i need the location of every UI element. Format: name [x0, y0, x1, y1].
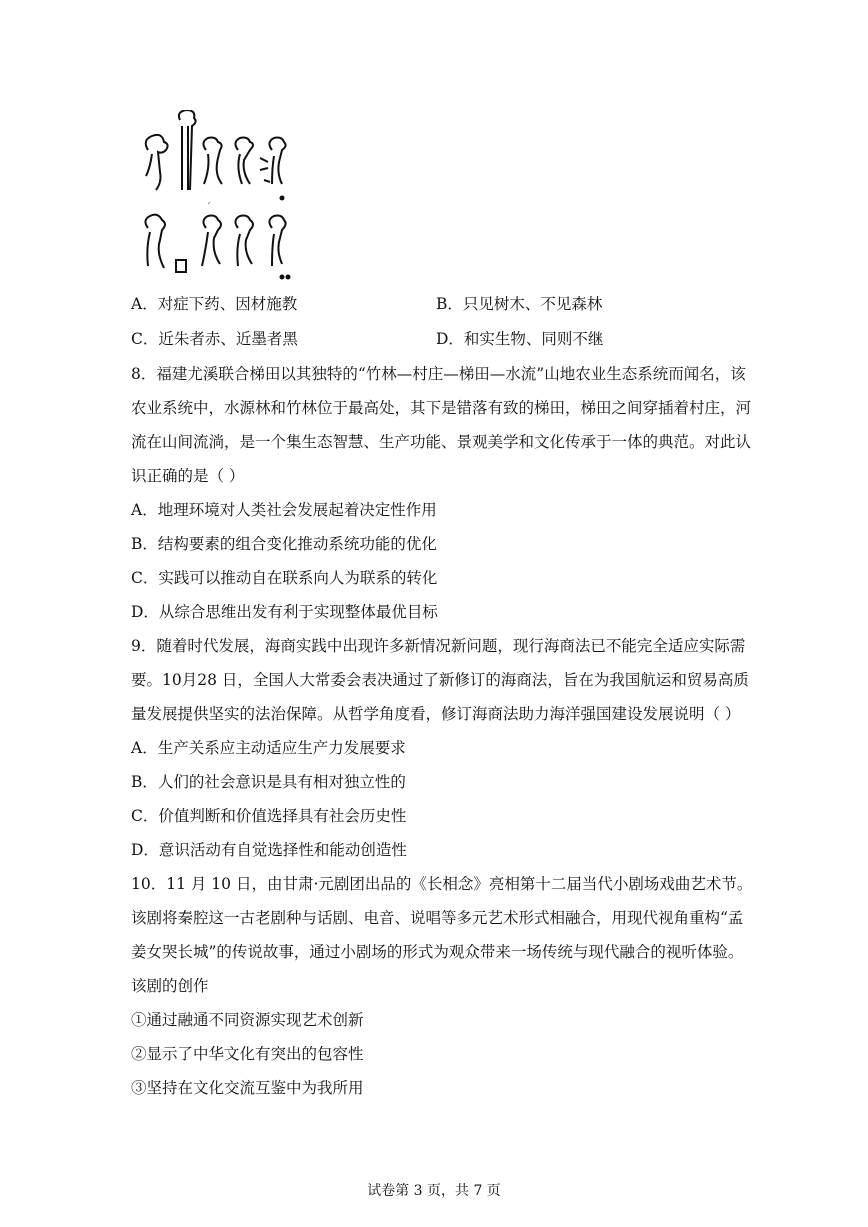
- q9-stem-line: 量发展提供坚实的法治保障。从哲学角度看，修订海商法助力海洋强国建设发展说明（ ）: [131, 705, 741, 723]
- q9-option-c: C．价值判断和价值选择具有社会历史性: [131, 807, 407, 825]
- q10-item-1: ①通过融通不同资源实现艺术创新: [131, 1011, 364, 1029]
- q8-option-a: A．地理环境对人类社会发展起着决定性作用: [131, 501, 437, 519]
- q9-stem-line: 9．随着时代发展，海商实践中出现许多新情况新问题，现行海商法已不能完全适应实际需: [131, 637, 746, 655]
- q8-stem-line: 识正确的是（ ）: [131, 467, 245, 485]
- q8-option-c: C．实践可以推动自在联系向人为联系的转化: [131, 569, 438, 587]
- q8-stem-line: 农业系统中，水源林和竹林位于最高处，其下是错落有致的梯田，梯田之间穿插着村庄，河: [131, 399, 752, 417]
- trees-illustration-icon: [136, 110, 296, 282]
- q10-stem-line: 该剧的创作: [131, 977, 209, 995]
- q9-option-b: B．人们的社会意识是具有相对独立性的: [131, 773, 406, 791]
- q8-stem-line: 8．福建尤溪联合梯田以其独特的“竹林—村庄—梯田—水流”山地农业生态系统而闻名，该: [131, 365, 746, 383]
- q10-stem-line: 10．11 月 10 日，由甘肃·元剧团出品的《长相念》亮相第十二届当代小剧场戏曲艺术节。: [131, 875, 753, 893]
- q10-stem-line: 该剧将秦腔这一古老剧种与话剧、电音、说唱等多元艺术形式相融合，用现代视角重构“孟: [131, 909, 744, 927]
- q7-option-b: B．只见树木、不见森林: [436, 295, 603, 313]
- q8-option-d: D．从综合思维出发有利于实现整体最优目标: [131, 603, 438, 621]
- q9-option-d: D．意识活动有自觉选择性和能动创造性: [131, 841, 407, 859]
- q10-item-2: ②显示了中华文化有突出的包容性: [131, 1045, 364, 1063]
- q9-option-a: A．生产关系应主动适应生产力发展要求: [131, 739, 406, 757]
- q10-stem-line: 姜女哭长城”的传说故事，通过小剧场的形式为观众带来一场传统与现代融合的视听体验。: [131, 943, 744, 961]
- q8-option-b: B．结构要素的组合变化推动系统功能的优化: [131, 535, 437, 553]
- q8-stem-line: 流在山间流淌，是一个集生态智慧、生产功能、景观美学和文化传承于一体的典范。对此认: [131, 433, 752, 451]
- q7-option-c: C．近朱者赤、近墨者黑: [131, 330, 298, 348]
- page-footer: 试卷第 3 页，共 7 页: [367, 1183, 501, 1199]
- q10-item-3: ③坚持在文化交流互鉴中为我所用: [131, 1079, 364, 1097]
- q7-option-a: A．对症下药、因材施教: [131, 295, 298, 313]
- q9-stem-line: 要。10月28 日，全国人大常委会表决通过了新修订的海商法，旨在为我国航运和贸易高质: [131, 671, 749, 689]
- q7-option-d: D．和实生物、同则不继: [436, 330, 604, 348]
